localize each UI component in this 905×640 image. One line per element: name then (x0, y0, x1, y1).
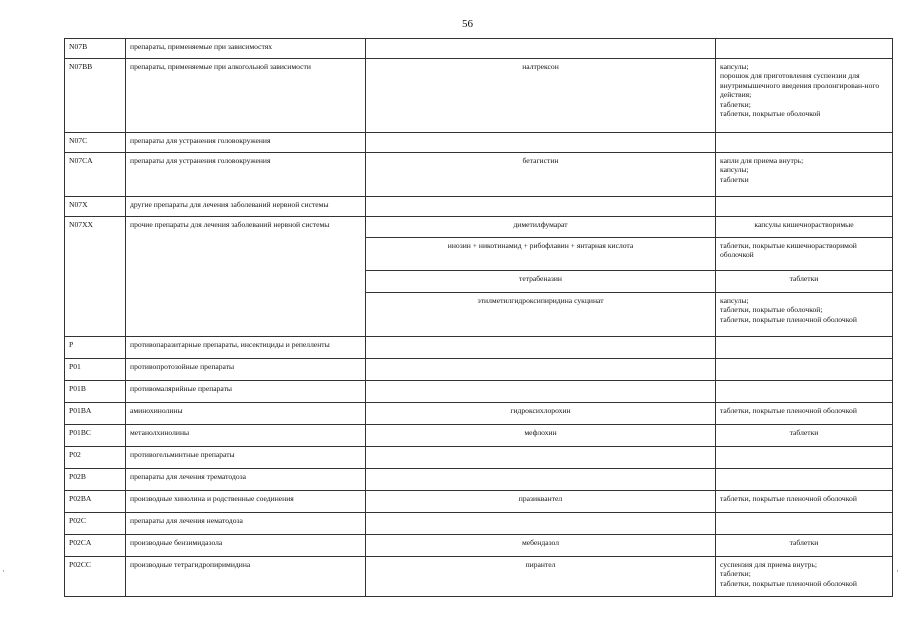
atc-drug-table (64, 38, 893, 597)
table-row (65, 469, 893, 491)
group-name-cell: противомалярийные препараты (126, 381, 366, 403)
drug-name-cell (366, 381, 716, 403)
dosage-form-cell (716, 133, 893, 153)
atc-code-cell: N07CA (65, 153, 126, 197)
atc-code-cell: N07B (65, 39, 126, 59)
atc-code-cell: P02BA (65, 491, 126, 513)
dosage-form-cell (716, 535, 893, 557)
drug-name-cell (366, 469, 716, 491)
drug-name-cell: тетрабеназин (366, 271, 716, 293)
group-name-cell: производные тетрагидропиримидина (126, 557, 366, 597)
table-row (65, 381, 893, 403)
drug-name-cell (366, 133, 716, 153)
dosage-form-cell (716, 271, 893, 293)
table-row (65, 133, 893, 153)
atc-code-cell: N07C (65, 133, 126, 153)
dosage-form-text: капсулы; порошок для приготовления суспензии для внутримышечного введения пролонгирован-ного действия; таблетки; таблетки, покрытые оболочкой (720, 62, 880, 119)
drug-name-cell: налтрексон (366, 59, 716, 133)
table-row (65, 359, 893, 381)
dosage-form-cell (716, 469, 893, 491)
group-name-cell: противопаразитарные препараты, инсектициды и репелленты (126, 337, 366, 359)
dosage-form-text: таблетки, покрытые пленочной оболочкой (720, 494, 857, 503)
group-name-cell: препараты для лечения нематодоза (126, 513, 366, 535)
table-row (65, 535, 893, 557)
table-row (65, 217, 893, 238)
group-name-cell: другие препараты для лечения заболеваний нервной системы (126, 197, 366, 217)
group-name-cell: препараты для устранения головокружения (126, 153, 366, 197)
group-name-cell: аминохинолины (126, 403, 366, 425)
group-name-cell: производные бензимидазола (126, 535, 366, 557)
table-row (65, 403, 893, 425)
drug-name-cell (366, 447, 716, 469)
drug-name-cell: этилметилгидроксипиридина сукцинат (366, 293, 716, 337)
drug-name-cell (366, 197, 716, 217)
dosage-form-cell (716, 403, 893, 425)
group-name-cell: противопротозойные препараты (126, 359, 366, 381)
dosage-form-cell (716, 513, 893, 535)
atc-code-cell: P01BC (65, 425, 126, 447)
drug-name-cell: гидроксихлорохин (366, 403, 716, 425)
drug-name-cell: бетагистин (366, 153, 716, 197)
group-name-cell: препараты для лечения трематодоза (126, 469, 366, 491)
dosage-form-text: таблетки (789, 538, 819, 547)
table-row (65, 425, 893, 447)
drug-name-cell: инозин + никотинамид + рибофлавин + янтарная кислота (366, 238, 716, 271)
drug-name-cell (366, 513, 716, 535)
dosage-form-cell (716, 59, 893, 133)
group-name-cell: препараты, применяемые при алкогольной зависимости (126, 59, 366, 133)
dosage-form-cell (716, 359, 893, 381)
group-name-cell: противогельминтные препараты (126, 447, 366, 469)
atc-code-cell: N07X (65, 197, 126, 217)
dosage-form-cell (716, 39, 893, 59)
dosage-form-text: суспензия для приема внутрь; таблетки; таблетки, покрытые пленочной оболочкой (720, 560, 857, 588)
atc-code-cell: N07BB (65, 59, 126, 133)
dosage-form-cell (716, 197, 893, 217)
atc-code-cell: P (65, 337, 126, 359)
atc-code-cell: P02B (65, 469, 126, 491)
dosage-form-text: таблетки, покрытые пленочной оболочкой (720, 406, 857, 415)
group-name-cell: метанолхинолины (126, 425, 366, 447)
drug-name-cell: празиквантел (366, 491, 716, 513)
drug-name-cell (366, 359, 716, 381)
dosage-form-cell (716, 381, 893, 403)
atc-code-cell: P02CA (65, 535, 126, 557)
dosage-form-text: таблетки, покрытые кишечнорастворимой оболочкой (720, 241, 857, 260)
table-row (65, 557, 893, 597)
drug-name-cell: диметилфумарат (366, 217, 716, 238)
drug-name-cell (366, 337, 716, 359)
table-row (65, 447, 893, 469)
dosage-form-cell (716, 337, 893, 359)
atc-code-cell: P02CC (65, 557, 126, 597)
atc-code-cell: P01BA (65, 403, 126, 425)
table-row (65, 153, 893, 197)
atc-code-cell: P02 (65, 447, 126, 469)
dosage-form-cell (716, 425, 893, 447)
drug-name-cell: мефлохин (366, 425, 716, 447)
dosage-form-cell (716, 153, 893, 197)
group-name-cell: препараты для устранения головокружения (126, 133, 366, 153)
dosage-form-cell (716, 217, 893, 238)
dosage-form-text: капсулы кишечнорастворимые (754, 220, 854, 229)
dosage-form-text: капсулы; таблетки, покрытые оболочкой; таблетки, покрытые пленочной оболочкой (720, 296, 857, 324)
atc-code-cell: P01B (65, 381, 126, 403)
scan-edge-mark: · (896, 566, 899, 576)
table-row (65, 59, 893, 133)
dosage-form-text: капли для приема внутрь; капсулы; таблетки (720, 156, 804, 184)
dosage-form-cell (716, 293, 893, 337)
table-row (65, 197, 893, 217)
page-number: 56 (462, 18, 473, 30)
atc-code-cell: P01 (65, 359, 126, 381)
dosage-form-cell (716, 557, 893, 597)
table-row (65, 513, 893, 535)
dosage-form-cell (716, 491, 893, 513)
table-row (65, 39, 893, 59)
drug-name-cell: пирантел (366, 557, 716, 597)
dosage-form-cell (716, 238, 893, 271)
atc-code-cell: N07XX (65, 217, 126, 337)
group-name-cell: производные хинолина и родственные соединения (126, 491, 366, 513)
drug-name-cell (366, 39, 716, 59)
drug-name-cell: мебендазол (366, 535, 716, 557)
table-row (65, 337, 893, 359)
dosage-form-text: таблетки (789, 428, 819, 437)
dosage-form-text: таблетки (789, 274, 819, 283)
group-name-cell: прочие препараты для лечения заболеваний нервной системы (126, 217, 366, 337)
scan-edge-mark: · (2, 566, 5, 576)
group-name-cell: препараты, применяемые при зависимостях (126, 39, 366, 59)
table-row (65, 491, 893, 513)
dosage-form-cell (716, 447, 893, 469)
atc-code-cell: P02C (65, 513, 126, 535)
